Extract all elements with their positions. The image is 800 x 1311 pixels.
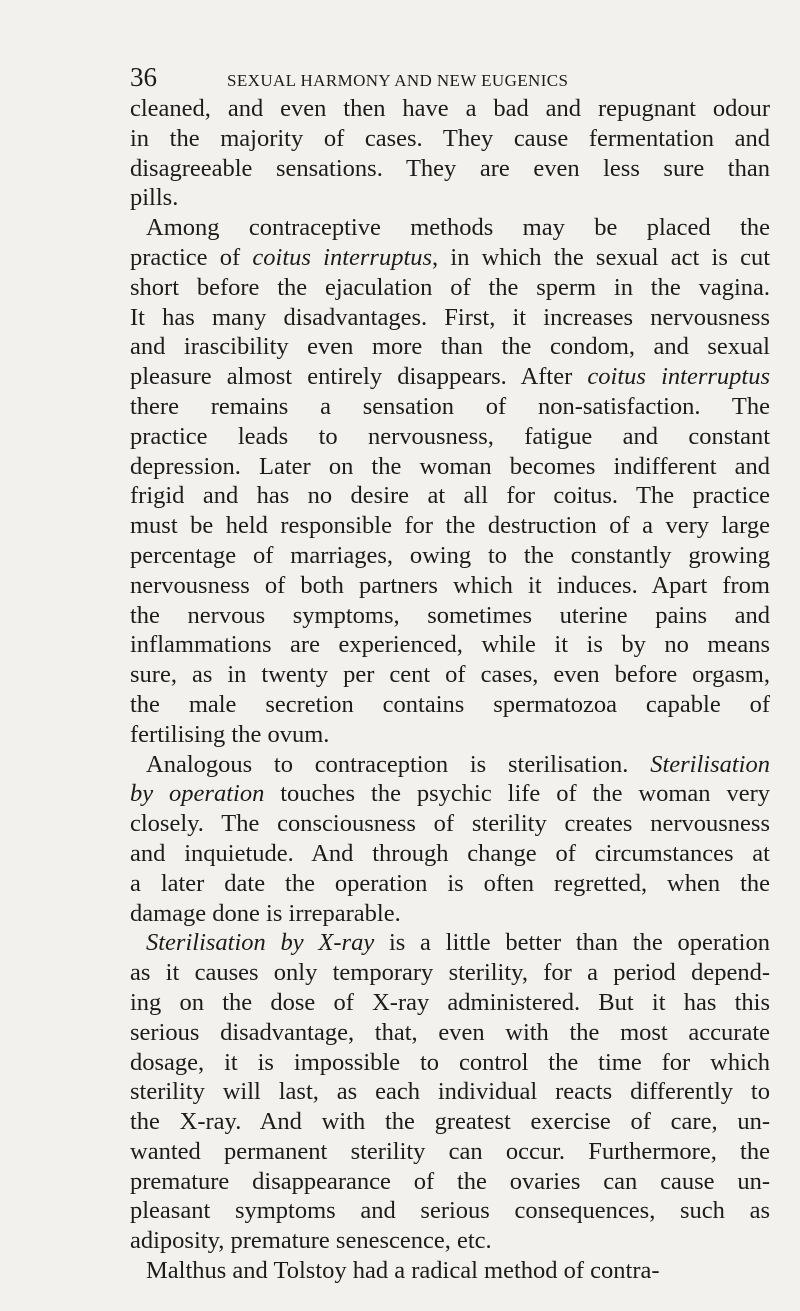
text-run: , in which the sexual act is cut xyxy=(432,243,771,271)
text-run: fertilising the ovum. xyxy=(130,720,330,748)
text-run: must be held responsible for the destruction of a very large xyxy=(130,512,770,540)
text-run: the nervous symptoms, sometimes uterine pains and xyxy=(130,601,770,629)
text-run: closely. The consciousness of sterility creates nervousness xyxy=(130,810,770,838)
text-run: and inquietude. And through change of circumstances at xyxy=(130,839,770,867)
text-run: depression. Later on the woman becomes indifferent and xyxy=(130,452,770,480)
text-line xyxy=(130,94,770,124)
text-run: disagreeable sensations. They are even less sure than xyxy=(130,154,770,182)
text-line xyxy=(130,869,770,899)
text-run: Analogous to contraception is sterilisation. xyxy=(146,750,651,778)
text-run: and irascibility even more than the condom, and sexual xyxy=(130,333,770,361)
text-run: sure, as in twenty per cent of cases, even before orgasm, xyxy=(130,661,770,689)
text-line xyxy=(130,660,770,690)
text-line xyxy=(130,1018,770,1048)
italic-term: coitus interruptus xyxy=(587,363,770,391)
text-line xyxy=(130,332,770,362)
text-run: wanted permanent sterility can occur. Furthermore, the xyxy=(130,1137,770,1165)
text-line xyxy=(130,213,770,243)
text-run: touches the psychic life of the woman very xyxy=(264,780,770,808)
text-run: premature disappearance of the ovaries can cause un- xyxy=(130,1167,770,1195)
text-line xyxy=(130,1107,770,1137)
text-line xyxy=(130,1167,770,1197)
text-line xyxy=(130,809,770,839)
text-run: practice leads to nervousness, fatigue and constant xyxy=(130,422,770,450)
text-line xyxy=(130,630,770,660)
text-line xyxy=(130,243,770,273)
text-line xyxy=(130,958,770,988)
text-line xyxy=(130,899,770,929)
text-run: frigid and has no desire at all for coitus. The practice xyxy=(130,482,770,510)
text-run: short before the ejaculation of the sperm in the vagina. xyxy=(130,273,770,301)
italic-term: Sterilisation xyxy=(650,750,770,778)
text-line xyxy=(130,481,770,511)
text-run: dosage, it is impossible to control the time for which xyxy=(130,1048,770,1076)
text-line xyxy=(130,720,770,750)
page-number: 36 xyxy=(130,62,157,92)
text-line xyxy=(130,452,770,482)
text-line xyxy=(130,273,770,303)
italic-term: by operation xyxy=(130,780,265,808)
text-run: Malthus and Tolstoy had a radical method of contra- xyxy=(146,1257,660,1285)
text-line xyxy=(130,124,770,154)
text-line xyxy=(130,1077,770,1107)
text-run: in the majority of cases. They cause fermentation and xyxy=(130,124,770,152)
text-line xyxy=(130,1048,770,1078)
italic-term: Sterilisation by X-ray xyxy=(146,929,375,957)
page-header xyxy=(130,62,670,93)
text-run: damage done is irreparable. xyxy=(130,899,401,927)
text-run: pleasure almost entirely disappears. After xyxy=(130,363,588,391)
text-run: Among contraceptive methods may be placed the xyxy=(146,214,770,242)
text-run: ing on the dose of X-ray administered. But it has this xyxy=(130,988,770,1016)
text-line xyxy=(130,303,770,333)
text-run: a later date the operation is often regretted, when the xyxy=(130,869,770,897)
text-run: the male secretion contains spermatozoa capable of xyxy=(130,690,770,718)
text-line xyxy=(130,392,770,422)
text-line xyxy=(130,988,770,1018)
text-run: there remains a sensation of non-satisfaction. The xyxy=(130,392,770,420)
text-run: cleaned, and even then have a bad and repugnant odour xyxy=(130,95,770,122)
text-run: adiposity, premature senescence, etc. xyxy=(130,1227,492,1255)
body-text xyxy=(130,94,770,1286)
text-line xyxy=(130,154,770,184)
text-line xyxy=(130,362,770,392)
text-line xyxy=(130,928,770,958)
italic-term: coitus interruptus xyxy=(252,243,433,271)
text-run: serious disadvantage, that, even with the most accurate xyxy=(130,1018,770,1046)
text-line xyxy=(130,183,770,213)
text-run: sterility will last, as each individual reacts differently to xyxy=(130,1078,770,1106)
text-run: as it causes only temporary sterility, for a period depend- xyxy=(130,959,770,987)
text-run: percentage of marriages, owing to the constantly growing xyxy=(130,541,770,569)
text-line xyxy=(130,511,770,541)
text-line xyxy=(130,422,770,452)
text-run: It has many disadvantages. First, it increases nervousness xyxy=(130,303,770,331)
text-line xyxy=(130,690,770,720)
text-run: inflammations are experienced, while it is by no means xyxy=(130,631,770,659)
text-run: the X-ray. And with the greatest exercise of care, un- xyxy=(130,1108,770,1136)
text-run: practice of xyxy=(130,243,253,271)
text-line xyxy=(130,571,770,601)
text-line xyxy=(130,1226,770,1256)
text-line xyxy=(130,1196,770,1226)
text-line xyxy=(130,541,770,571)
text-line xyxy=(130,750,770,780)
text-line xyxy=(130,779,770,809)
text-line xyxy=(130,839,770,869)
text-run: pills. xyxy=(130,184,179,212)
text-line xyxy=(130,1137,770,1167)
running-title: SEXUAL HARMONY AND NEW EUGENICS xyxy=(227,71,569,90)
text-line xyxy=(130,1256,770,1286)
text-run: pleasant symptoms and serious consequences, such as xyxy=(130,1197,770,1225)
text-line xyxy=(130,601,770,631)
text-run: is a little better than the operation xyxy=(374,929,770,957)
text-run: nervousness of both partners which it induces. Apart from xyxy=(130,571,770,599)
